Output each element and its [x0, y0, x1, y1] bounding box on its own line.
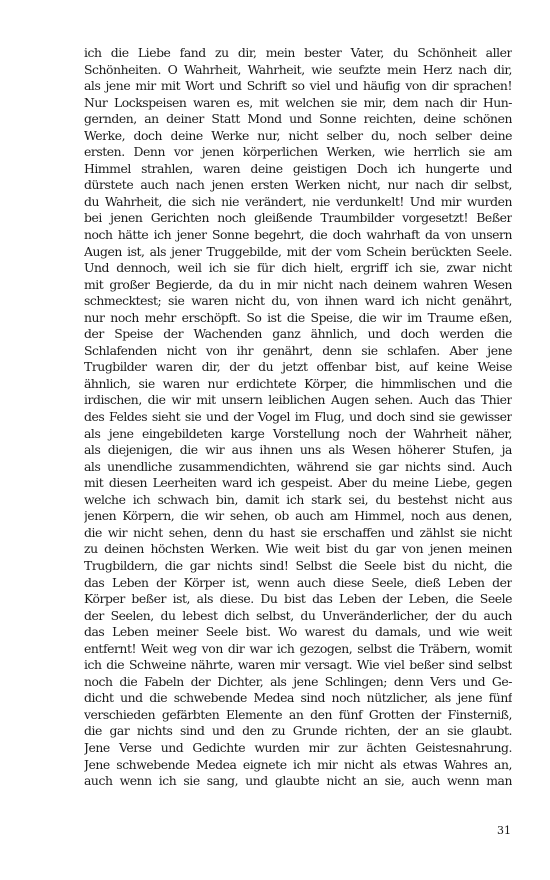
- text-line: als unendliche zusammendichten, während sie gar nichts sind. Auch: [84, 458, 512, 474]
- page-number: 31: [497, 824, 511, 837]
- text-line: Jene Verse und Gedichte wurden mir zur ächten Geistesnahrung.: [84, 739, 512, 755]
- text-line: als jene mir mit Wort und Schrift so viel und häufig von dir sprachen!: [84, 78, 512, 94]
- text-line: mit großer Begierde, da du in mir nicht nach deinem wahren Wesen: [84, 276, 512, 292]
- text-line: Schlafenden nicht von ihr genährt, denn sie schlafen. Aber jene: [84, 342, 512, 358]
- text-line: ersten. Denn vor jenen körperlichen Werken, wie herrlich sie am: [84, 144, 512, 160]
- text-line: mit diesen Leerheiten ward ich gespeist. Aber du meine Liebe, gegen: [84, 475, 512, 491]
- text-line: der Speise der Wachenden ganz ähnlich, und doch werden die: [84, 326, 512, 342]
- text-line: die gar nichts sind und den zu Grunde richten, der an sie glaubt.: [84, 723, 512, 739]
- text-line: ähnlich, sie waren nur erdichtete Körper, die himmlischen und die: [84, 375, 512, 391]
- text-line: Und dennoch, weil ich sie für dich hielt, ergriff ich sie, zwar nicht: [84, 260, 512, 276]
- text-line: dürstete auch nach jenen ersten Werken nicht, nur nach dir selbst,: [84, 177, 512, 193]
- text-line: verschieden gefärbten Elemente an den fünf Grotten der Finsterniß,: [84, 706, 512, 722]
- text-line: das Leben meiner Seele bist. Wo warest du damals, und wie weit: [84, 624, 512, 640]
- text-line: noch hätte ich jener Sonne begehrt, die doch wahrhaft da von unsern: [84, 227, 512, 243]
- text-line: du Wahrheit, die sich nie verändert, nie verdunkelt! Und mir wurden: [84, 193, 512, 209]
- text-line: der Seelen, du lebest dich selbst, du Unveränderlicher, der du auch: [84, 607, 512, 623]
- text-line: ich die Schweine nährte, waren mir versagt. Wie viel beßer sind selbst: [84, 657, 512, 673]
- text-line: Nur Lockspeisen waren es, mit welchen sie mir, dem nach dir Hun-: [84, 94, 512, 110]
- text-line: Schönheiten. O Wahrheit, Wahrheit, wie seufzte mein Herz nach dir,: [84, 61, 512, 77]
- text-line: gernden, an deiner Statt Mond und Sonne reichten, deine schönen: [84, 111, 512, 127]
- text-line: entfernt! Weit weg von dir war ich gezogen, selbst die Träbern, womit: [84, 640, 512, 656]
- body-text: [84, 45, 512, 790]
- text-line: Himmel strahlen, waren deine geistigen Doch ich hungerte und: [84, 160, 512, 176]
- text-line: des Feldes sieht sie und der Vogel im Flug, und doch sind sie gewisser: [84, 409, 512, 425]
- text-line: Augen ist, als jener Truggebilde, mit der vom Schein berückten Seele.: [84, 243, 512, 259]
- text-line: Trugbildern, die gar nichts sind! Selbst die Seele bist du nicht, die: [84, 557, 512, 573]
- text-line: als diejenigen, die wir aus ihnen uns als Wesen höherer Stufen, ja: [84, 442, 512, 458]
- text-line: jenen Körpern, die wir sehen, ob auch am Himmel, noch aus denen,: [84, 508, 512, 524]
- text-line: irdischen, die wir mit unsern leiblichen Augen sehen. Auch das Thier: [84, 392, 512, 408]
- text-line: Körper beßer ist, als diese. Du bist das Leben der Leben, die Seele: [84, 591, 512, 607]
- text-line: Werke, doch deine Werke nur, nicht selber du, noch selber deine: [84, 127, 512, 143]
- text-line: schmecktest; sie waren nicht du, von ihnen ward ich nicht genährt,: [84, 293, 512, 309]
- text-line: nur noch mehr erschöpft. So ist die Speise, die wir im Traume eßen,: [84, 309, 512, 325]
- text-line: das Leben der Körper ist, wenn auch diese Seele, dieß Leben der: [84, 574, 512, 590]
- text-line: Jene schwebende Medea eignete ich mir nicht als etwas Wahres an,: [84, 756, 512, 772]
- text-line: die wir nicht sehen, denn du hast sie erschaffen und zählst sie nicht: [84, 524, 512, 540]
- text-line: bei jenen Gerichten noch gleißende Traumbilder vorgesetzt! Beßer: [84, 210, 512, 226]
- text-line: dicht und die schwebende Medea sind noch nützlicher, als jene fünf: [84, 690, 512, 706]
- text-line: Trugbilder waren dir, der du jetzt offenbar bist, auf keine Weise: [84, 359, 512, 375]
- text-line: zu deinen höchsten Werken. Wie weit bist du gar von jenen meinen: [84, 541, 512, 557]
- text-line: auch wenn ich sie sang, und glaubte nicht an sie, auch wenn man: [84, 773, 512, 789]
- text-line: ich die Liebe fand zu dir, mein bester Vater, du Schönheit aller: [84, 45, 512, 60]
- text-line: welche ich schwach bin, damit ich stark sei, du bestehst nicht aus: [84, 491, 512, 507]
- text-line: als jene eingebildeten karge Vorstellung noch der Wahrheit näher,: [84, 425, 512, 441]
- text-line: noch die Fabeln der Dichter, als jene Schlingen; denn Vers und Ge-: [84, 673, 512, 689]
